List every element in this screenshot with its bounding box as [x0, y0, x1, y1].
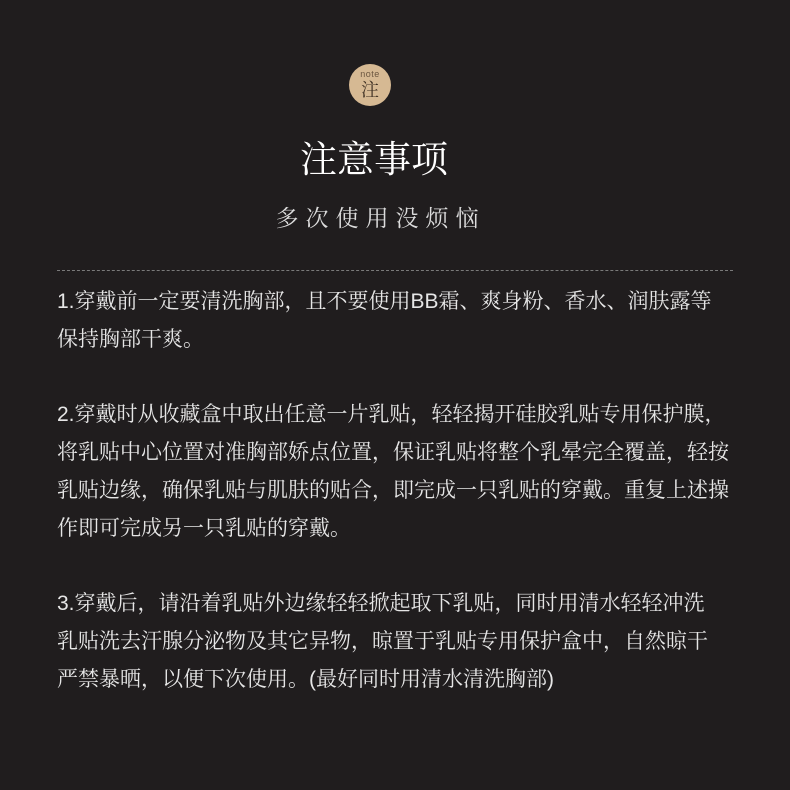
note-line: 将乳贴中心位置对准胸部娇点位置，保证乳贴将整个乳晕完全覆盖，轻按 [57, 441, 729, 464]
dashed-divider [57, 270, 733, 271]
note-item-2 [57, 396, 777, 548]
page-title: 注意事项 [300, 139, 448, 180]
badge-label: note [360, 69, 380, 79]
note-line: 保持胸部干爽。 [57, 328, 204, 351]
page-subtitle: 多次使用没烦恼 [275, 205, 486, 231]
notes-list [57, 283, 777, 736]
note-badge [349, 64, 391, 106]
note-line: 1.穿戴前一定要清洗胸部，且不要使用BB霜、爽身粉、香水、润肤露等 [57, 290, 712, 313]
note-line: 作即可完成另一只乳贴的穿戴。 [57, 517, 351, 540]
note-line: 乳贴边缘，确保乳贴与肌肤的贴合，即完成一只乳贴的穿戴。重复上述操 [57, 479, 729, 502]
badge-character: 注 [361, 80, 379, 100]
note-item-1 [57, 283, 777, 359]
note-line: 严禁暴晒，以便下次使用。(最好同时用清水清洗胸部) [57, 668, 554, 691]
note-item-3 [57, 585, 777, 699]
note-line: 3.穿戴后，请沿着乳贴外边缘轻轻掀起取下乳贴，同时用清水轻轻冲洗 [57, 592, 705, 615]
note-line: 乳贴洗去汗腺分泌物及其它异物，晾置于乳贴专用保护盒中，自然晾干 [57, 630, 708, 653]
note-line: 2.穿戴时从收藏盒中取出任意一片乳贴，轻轻揭开硅胶乳贴专用保护膜， [57, 403, 726, 426]
